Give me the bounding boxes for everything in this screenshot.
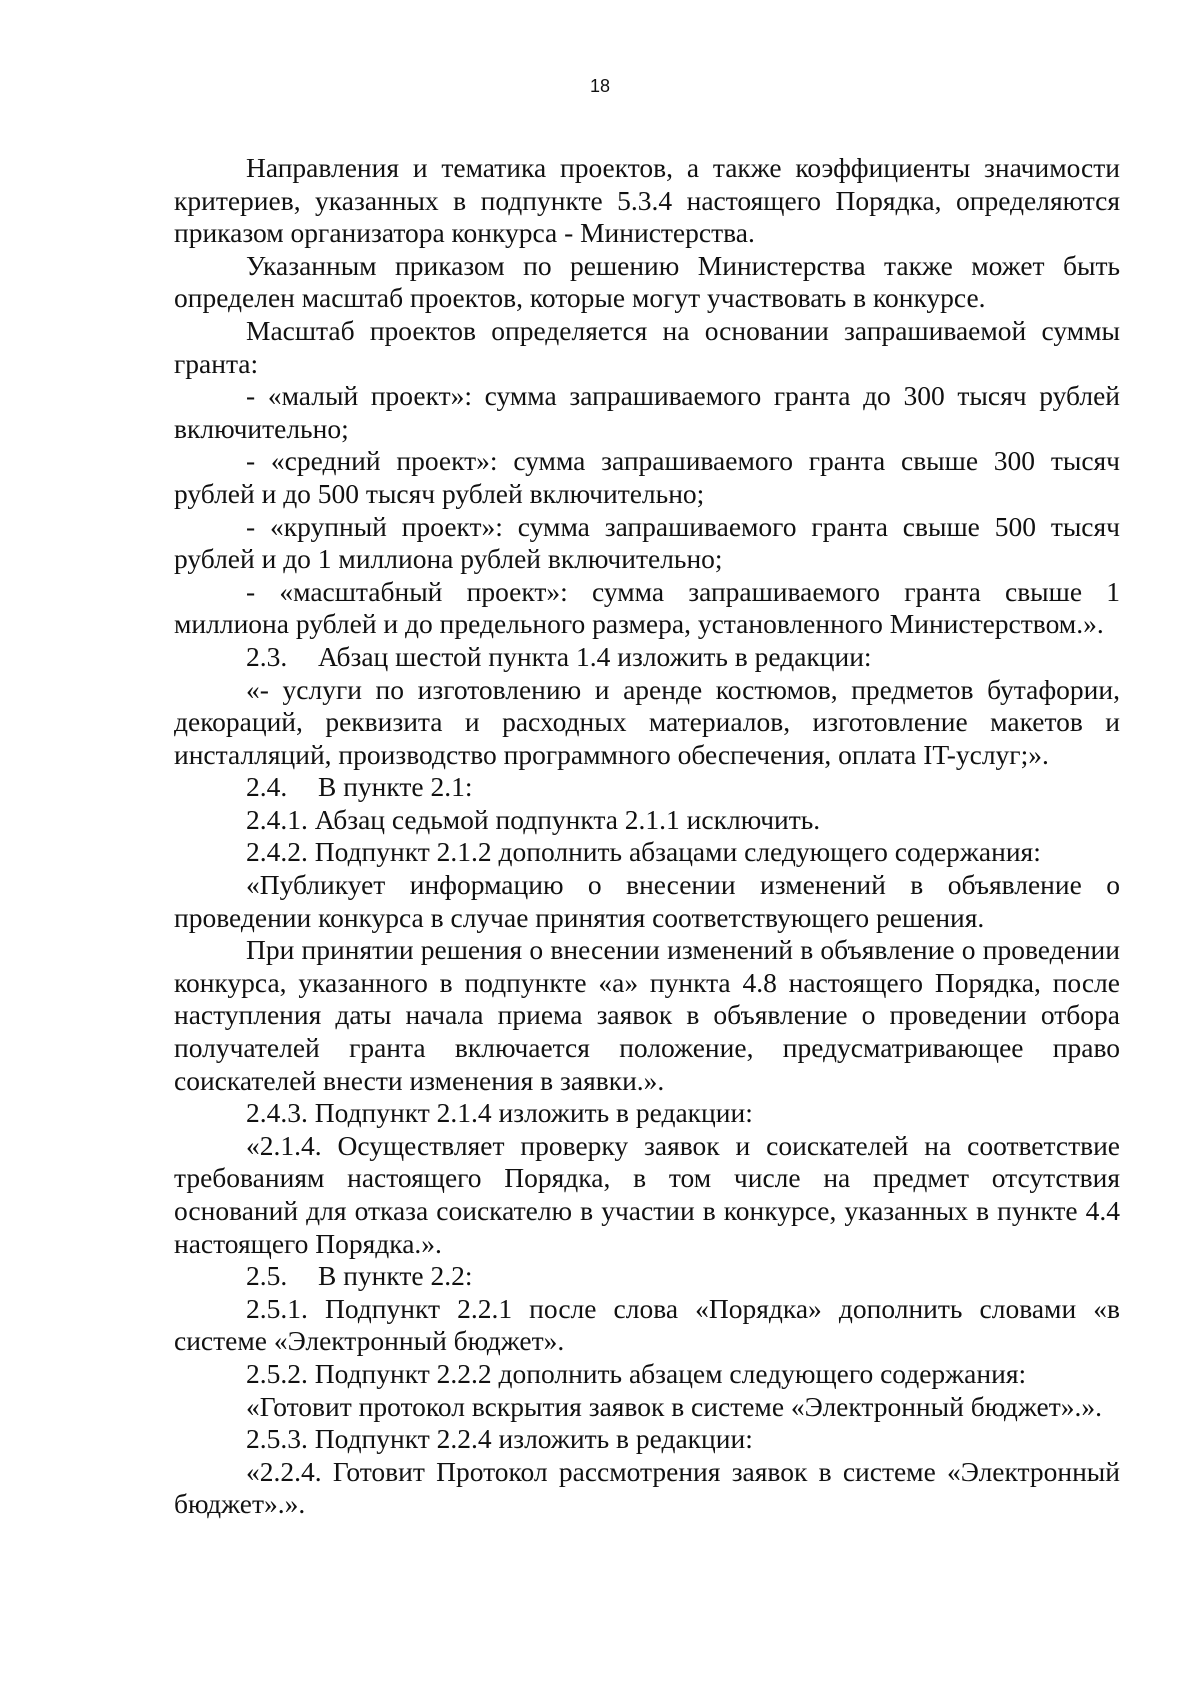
- paragraph-2-4-1: 2.4.1. Абзац седьмой подпункта 2.1.1 исключить.: [246, 803, 821, 835]
- paragraph-2-5-1: 2.5.1. Подпункт 2.2.1 после слова «Порядка» дополнить словами «в системе «Электронный бюджет».: [174, 1292, 1120, 1357]
- paragraph-project-scale-order: Указанным приказом по решению Министерства также может быть определен масштаб проектов, которые могут участвовать в конкурсе.: [174, 249, 1120, 314]
- paragraph-2-4-2: 2.4.2. Подпункт 2.1.2 дополнить абзацами следующего содержания:: [246, 836, 1041, 868]
- paragraph-large-project: - «крупный проект»: сумма запрашиваемого гранта свыше 500 тысяч рублей и до 1 миллиона рублей включительно;: [174, 510, 1120, 575]
- paragraph-2-5-2: 2.5.2. Подпункт 2.2.2 дополнить абзацем следующего содержания:: [246, 1357, 1027, 1389]
- paragraph-opening-protocol: «Готовит протокол вскрытия заявок в системе «Электронный бюджет».».: [246, 1390, 1102, 1422]
- paragraph-small-project: - «малый проект»: сумма запрашиваемого гранта до 300 тысяч рублей включительно;: [174, 380, 1120, 444]
- paragraph-2-5: [174, 1260, 1120, 1293]
- section-number: 2.3.: [246, 640, 288, 672]
- page-number: 18: [589, 76, 611, 96]
- paragraph-huge-project: - «масштабный проект»: сумма запрашиваемого гранта свыше 1 миллиона рублей и до предельного размера, установленного Министерством.».: [174, 575, 1120, 640]
- paragraph-2-5-3: 2.5.3. Подпункт 2.2.4 изложить в редакции:: [246, 1423, 753, 1455]
- paragraph-directions: Направления и тематика проектов, а также коэффициенты значимости критериев, указанных в подпункте 5.3.4 настоящего Порядка, определяются приказом организатора конкурса - Министерства.: [174, 152, 1120, 249]
- section-number: 2.4.: [246, 771, 288, 803]
- paragraph-2-4-3: 2.4.3. Подпункт 2.1.4 изложить в редакции:: [246, 1097, 753, 1129]
- paragraph-2-3: [174, 641, 1120, 674]
- paragraph-publishes-info: «Публикует информацию о внесении изменений в объявление о проведении конкурса в случае принятия соответствующего решения.: [174, 869, 1120, 933]
- paragraph-changes-decision: При принятии решения о внесении изменений в объявление о проведении конкурса, указанного в подпункте «а» пункта 4.8 настоящего Порядка, после наступления даты начала приема заявок в объявление о проведении отбора получателей гранта включается положение, предусматривающее право соискателей внести изменения в заявки.».: [174, 934, 1120, 1096]
- paragraph-medium-project: - «средний проект»: сумма запрашиваемого гранта свыше 300 тысяч рублей и до 500 тысяч рублей включительно;: [174, 445, 1120, 509]
- section-text: В пункте 2.1:: [318, 771, 473, 803]
- section-number: 2.5.: [246, 1260, 288, 1292]
- paragraph-services: «- услуги по изготовлению и аренде костюмов, предметов бутафории, декораций, реквизита и расходных материалов, изготовление макетов и инсталляций, производство программного обеспечения, оплата IT-услуг;».: [174, 673, 1120, 770]
- paragraph-2-1-4: «2.1.4. Осуществляет проверку заявок и соискателей на соответствие требованиям настоящего Порядка, в том числе на предмет отсутствия оснований для отказа соискателю в участии в конкурсе, указанных в пункте 4.4 настоящего Порядка.».: [174, 1129, 1120, 1259]
- section-text: Абзац шестой пункта 1.4 изложить в редакции:: [318, 640, 872, 672]
- section-text: В пункте 2.2:: [318, 1260, 473, 1292]
- paragraph-2-4: [174, 771, 1120, 804]
- document-body: [174, 152, 1120, 1521]
- paragraph-2-2-4: «2.2.4. Готовит Протокол рассмотрения заявок в системе «Электронный бюджет».».: [174, 1455, 1120, 1520]
- paragraph-scale-definition: Масштаб проектов определяется на основании запрашиваемой суммы гранта:: [174, 314, 1120, 379]
